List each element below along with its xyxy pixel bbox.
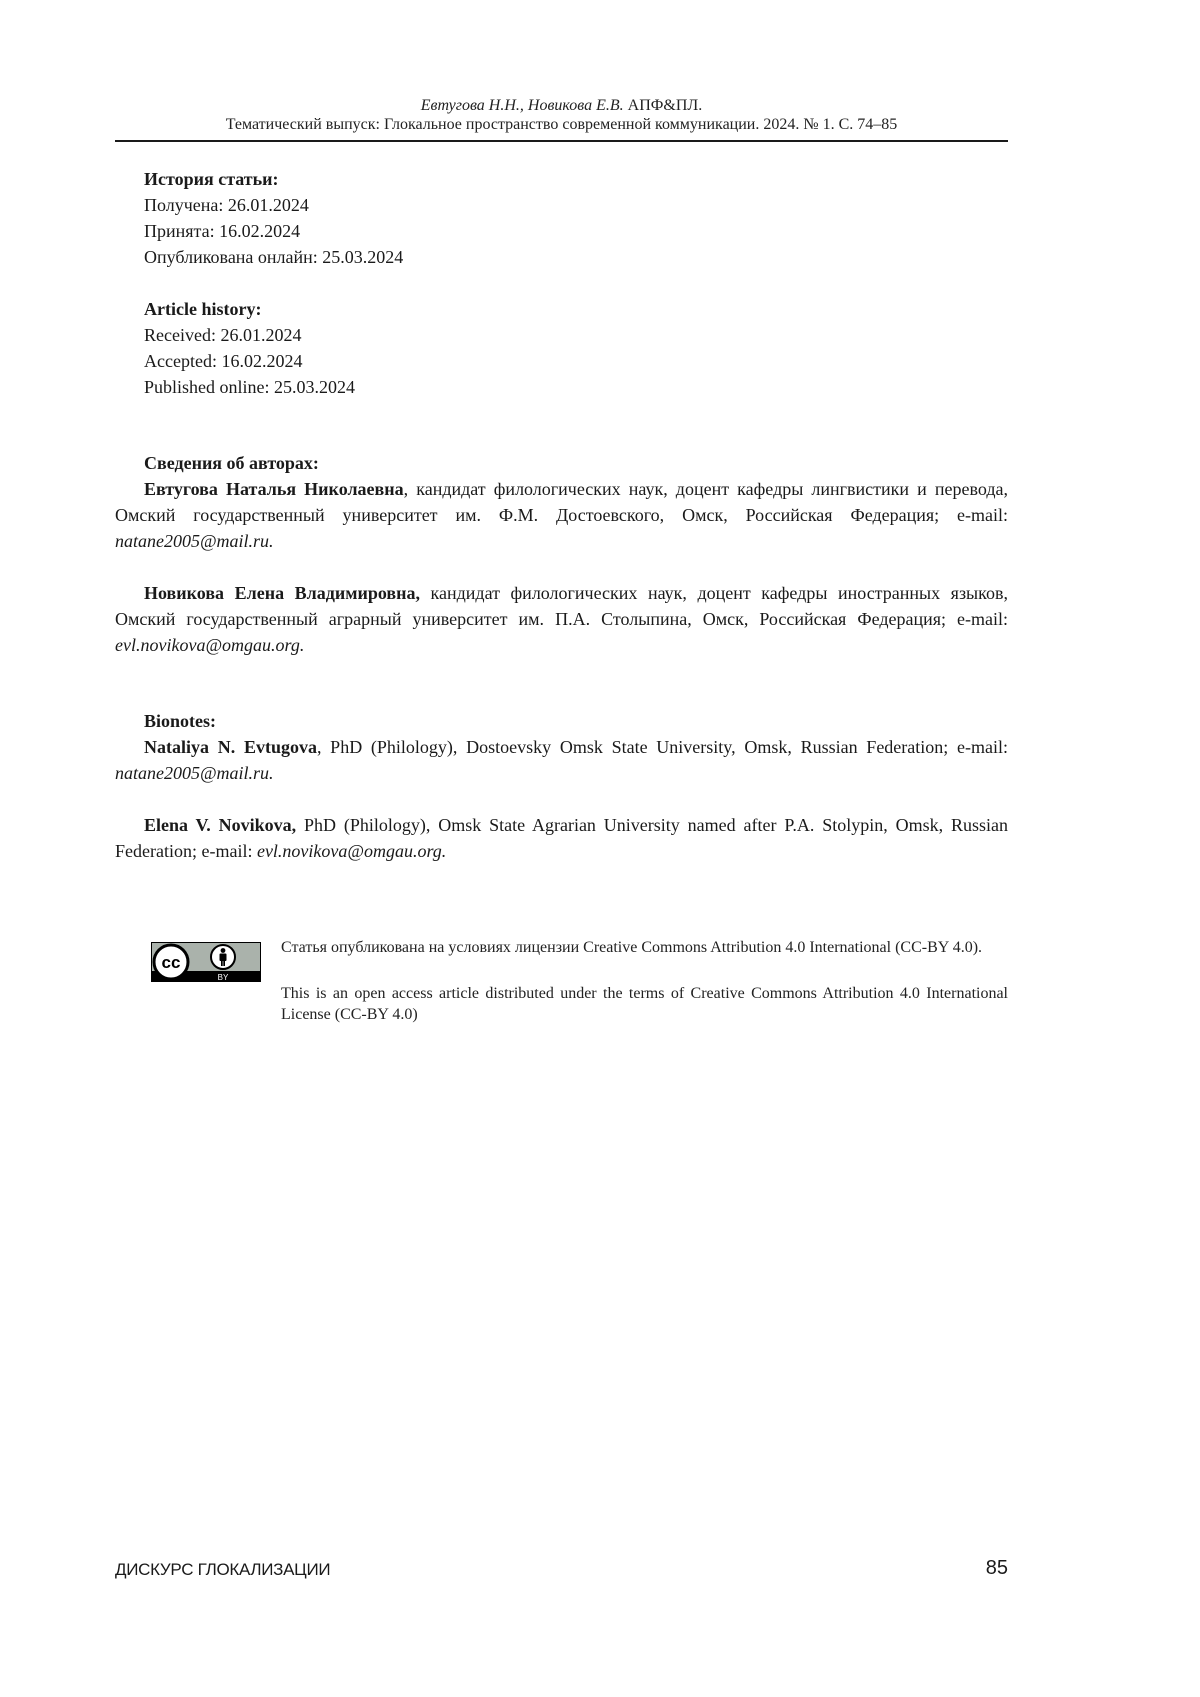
running-header: [115, 96, 1008, 134]
bionotes-title: Bionotes:: [144, 711, 216, 731]
cc-badge-cc-text: cc: [161, 953, 181, 972]
author-en-2-email[interactable]: evl.novikova@omgau.org.: [256, 841, 447, 861]
header-issue-line: Тематический выпуск: Глокальное пространство современной коммуникации. 2024. № 1. С. 74–85: [225, 116, 898, 133]
author-ru-2-name: Новикова Елена Владимировна,: [144, 583, 420, 603]
history-ru-received: Получена: 26.01.2024: [144, 195, 309, 215]
author-ru-2: [115, 580, 1008, 658]
footer-journal-name: ДИСКУРС ГЛОКАЛИЗАЦИИ: [115, 1560, 331, 1579]
history-en-title: Article history:: [144, 299, 262, 319]
license-ru: Статья опубликована на условиях лицензии Creative Commons Attribution 4.0 International (CC-BY 4.0).: [281, 939, 983, 956]
history-ru-published: Опубликована онлайн: 25.03.2024: [144, 247, 404, 267]
history-ru-title: История статьи:: [144, 169, 279, 189]
header-authors: Евтугова Н.Н., Новикова Е.В.: [420, 97, 624, 114]
header-divider: [115, 140, 1008, 142]
author-en-1: [115, 734, 1008, 786]
history-ru-accepted: Принята: 16.02.2024: [144, 221, 301, 241]
author-en-1-affiliation: , PhD (Philology), Dostoevsky Omsk State University, Omsk, Russian Federation; e-mail:: [316, 737, 1008, 757]
author-ru-1-name: Евтугова Наталья Николаевна: [144, 479, 404, 499]
article-history-en: [115, 296, 1037, 400]
footer-page-number: 85: [985, 1557, 1008, 1579]
author-ru-2-affiliation: кандидат филологических наук, доцент кафедры иностранных языков, Омский государственный аграрный университет им. П.А. Столыпина, Омск, Российская Федерация; e-mail:: [115, 583, 1008, 629]
header-citation-line: [115, 96, 1008, 115]
author-en-2-affiliation: PhD (Philology), Omsk State Agrarian University named after P.A. Stolypin, Omsk, Russian Federation; e-mail:: [115, 815, 1008, 861]
license-block: [150, 937, 1008, 1057]
author-ru-1: [115, 476, 1008, 554]
authors-info-en: [115, 708, 1008, 864]
author-ru-2-email[interactable]: evl.novikova@omgau.org.: [115, 635, 305, 655]
author-ru-1-affiliation: , кандидат филологических наук, доцент кафедры лингвистики и перевода, Омский государственный университет им. Ф.М. Достоевского, Омск, Российская Федерация; e-mail:: [115, 479, 1008, 525]
author-en-1-name: Nataliya N. Evtugova: [144, 737, 317, 757]
author-ru-1-email[interactable]: natane2005@mail.ru.: [115, 531, 274, 551]
authors-info-ru: [115, 450, 1008, 658]
authors-ru-title: Сведения об авторах:: [144, 453, 319, 473]
header-journal-short: АПФ&ПЛ.: [623, 97, 703, 114]
article-history-ru: [115, 166, 1037, 270]
history-en-received: Received: 26.01.2024: [144, 325, 302, 345]
license-text: [281, 937, 1008, 1025]
license-en: This is an open access article distributed under the terms of Creative Commons Attribution 4.0 International License (CC-BY 4.0): [281, 985, 1008, 1023]
author-en-2-name: Elena V. Novikova,: [144, 815, 297, 835]
author-en-2: [115, 812, 1008, 864]
history-en-accepted: Accepted: 16.02.2024: [144, 351, 303, 371]
author-en-1-email[interactable]: natane2005@mail.ru.: [115, 763, 274, 783]
history-en-published: Published online: 25.03.2024: [144, 377, 355, 397]
cc-badge-by-text: BY: [217, 973, 229, 982]
creative-commons-by-icon: [151, 942, 261, 982]
